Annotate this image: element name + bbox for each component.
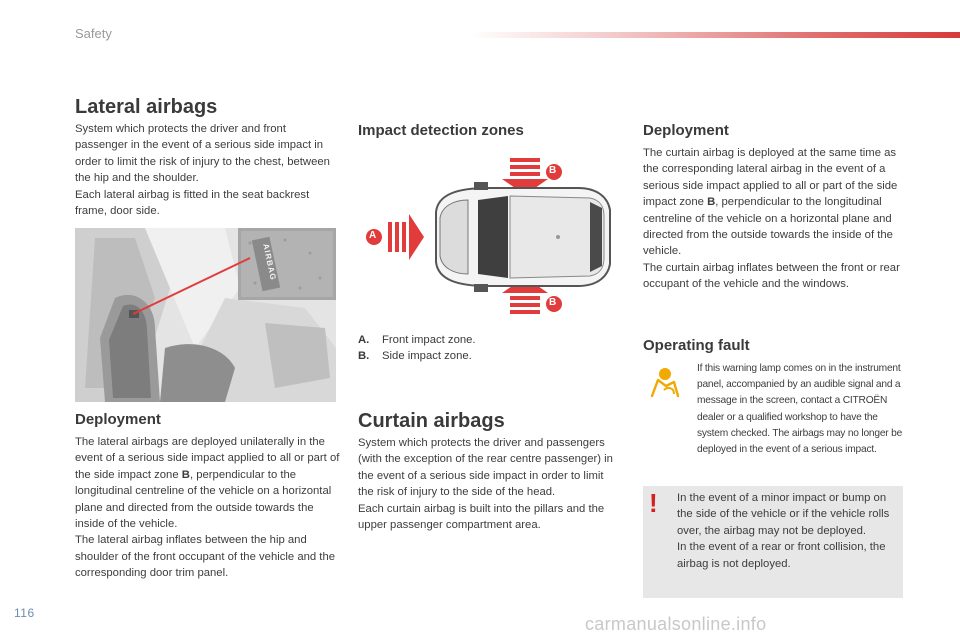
- curtain-deployment-p1: The curtain airbag is deployed at the same time as the corresponding lateral airbag in the event of a serious side impact applied to all or part of the side impact zone B, perpendicular to the longitudinal centreline of the vehicle on a horizontal plane and directed from the outside towards the inside of the vehicle.: [643, 147, 898, 258]
- legend-item-a: A. Front impact zone.: [358, 334, 476, 346]
- lateral-deployment-p2: The lateral airbag inflates between the hip and shoulder of the front occupant of the vehicle and the corresponding door trim panel.: [75, 534, 336, 580]
- notice-box: [643, 486, 903, 598]
- notice-text: [677, 490, 899, 572]
- marker-a: A: [369, 230, 377, 241]
- airbag-label: AIRBAG: [261, 242, 278, 282]
- car-top-view-icon: [358, 150, 620, 320]
- operating-fault-title: Operating fault: [643, 337, 750, 354]
- lateral-deployment-title: Deployment: [75, 411, 161, 428]
- airbag-warning-icon: [648, 366, 682, 400]
- lateral-airbags-title: Lateral airbags: [75, 96, 218, 118]
- lateral-deployment-text: [75, 434, 340, 582]
- lateral-intro-p1: System which protects the driver and front passenger in the event of a serious side impact in order to limit the risk of injury to the chest, between the hip and the shoulder.: [75, 123, 330, 185]
- zone-b-ref-curtain: B: [707, 196, 716, 209]
- header-accent-bar: [470, 32, 960, 38]
- section-label: Safety: [75, 26, 112, 41]
- notice-p1: In the event of a minor impact or bump on the side of the vehicle or if the vehicle rolls over, the airbag may not be deployed.: [677, 492, 890, 537]
- impact-legend: [358, 332, 620, 365]
- seat-airbag-illustration: [75, 228, 336, 402]
- notice-p2: In the event of a rear or front collision, the airbag is not deployed.: [677, 541, 886, 570]
- curtain-deployment-p2: The curtain airbag inflates between the front or rear occupant of the vehicle and the windows.: [643, 261, 900, 291]
- page-number: 116: [14, 606, 35, 620]
- seat-airbag-photo: [75, 228, 336, 402]
- lateral-intro: [75, 121, 337, 219]
- zone-b-ref: B: [181, 468, 190, 481]
- lateral-intro-p2: Each lateral airbag is fitted in the seat backrest frame, door side.: [75, 188, 310, 218]
- operating-fault-text: If this warning lamp comes on in the instrument panel, accompanied by an audible signal and a message in the screen, contact a CITROËN dealer or a qualified workshop to have the system checked. The airbags may no longer be deployed in the event of a serious impact.: [697, 363, 903, 456]
- impact-zones-title: Impact detection zones: [358, 122, 524, 139]
- watermark: carmanualsonline.info: [585, 614, 767, 634]
- curtain-p2: Each curtain airbag is built into the pillars and the upper passenger compartment area.: [358, 502, 605, 532]
- curtain-deployment-text: [643, 145, 908, 293]
- curtain-deployment-title: Deployment: [643, 122, 729, 139]
- marker-b-top: B: [549, 165, 557, 176]
- car-impact-diagram: [358, 150, 620, 320]
- lateral-deployment-p1: The lateral airbags are deployed unilaterally in the event of a serious side impact applied to all or part of the side impact zone B, perpendicular to the longitudinal centreline of the vehicle on a horizontal plane and directed from the outside towards the inside of the vehicle.: [75, 436, 340, 531]
- curtain-p1: System which protects the driver and passengers (with the exception of the rear centre passenger) in the event of a serious side impact in order to limit the risk of injury to the side of the head.: [358, 437, 613, 499]
- warning-exclamation-icon: !: [649, 488, 658, 518]
- legend-item-b: B. Side impact zone.: [358, 350, 472, 363]
- curtain-text: [358, 435, 622, 533]
- marker-b-bottom: B: [549, 297, 557, 308]
- curtain-airbags-title: Curtain airbags: [358, 410, 505, 432]
